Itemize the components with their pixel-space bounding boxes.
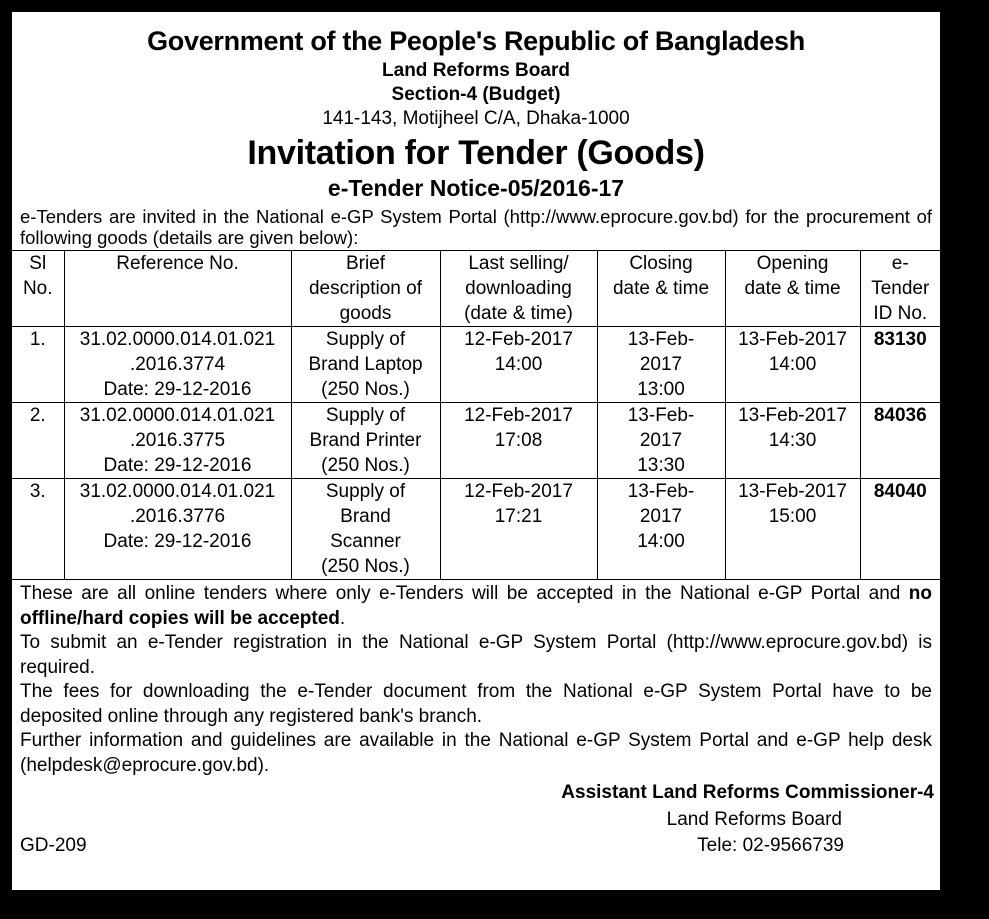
section-heading: Section-4 (Budget) (391, 84, 561, 105)
cell-line: 14:00 (768, 354, 817, 375)
note-online-end: . (339, 607, 346, 629)
cell-line: 13-Feb- (627, 329, 695, 350)
row-sl: 2. (12, 403, 64, 479)
cell-line: No. (22, 278, 53, 299)
cell-line: 13:00 (637, 379, 685, 400)
cell-line: 13:30 (637, 455, 685, 476)
cell-line: e- (891, 253, 909, 274)
cell-line: Date: 29-12-2016 (103, 531, 252, 552)
row-description (291, 327, 440, 403)
cell-line: ID No. (873, 303, 928, 324)
note-fees: The fees for downloading the e-Tender document from the National e-GP System Portal have to be deposited online through any registered bank's branch. (20, 681, 932, 727)
cell-line: 12-Feb-2017 (464, 329, 573, 350)
row-description (291, 479, 440, 580)
row-closing (597, 403, 725, 479)
cell-line: 2017 (639, 506, 683, 527)
signatory-title: Assistant Land Reforms Commissioner-4 (561, 782, 934, 803)
cell-line: Date: 29-12-2016 (103, 455, 252, 476)
signatory-board: Land Reforms Board (666, 809, 842, 830)
cell-line: Reference No. (116, 253, 239, 274)
header-sl (12, 251, 64, 327)
cell-line: 12-Feb-2017 (464, 405, 573, 426)
intro-text: e-Tenders are invited in the National e-GP System Portal (http://www.eprocure.gov.bd) for the procurement of following goods (details are given below): (20, 206, 932, 248)
cell-line: 2017 (639, 354, 683, 375)
cell-line: Supply of (325, 405, 406, 426)
tender-notice (10, 10, 942, 892)
table-row (12, 327, 940, 403)
table-row (12, 403, 940, 479)
row-description (291, 403, 440, 479)
cell-line: Brand Laptop (308, 354, 423, 375)
cell-line: .2016.3774 (129, 354, 226, 375)
cell-line: downloading (465, 278, 572, 299)
cell-line: 31.02.0000.014.01.021 (79, 481, 276, 502)
note-online-text: These are all online tenders where only e-Tenders will be accepted in the National e-GP Portal and (20, 583, 909, 604)
government-heading: Government of the People's Republic of Bangladesh (147, 26, 805, 56)
cell-line: (250 Nos.) (321, 379, 410, 400)
note-no-offline: no offline/hard copies will be accepted (20, 583, 932, 629)
notes-section (12, 580, 940, 778)
header-tender-id (860, 251, 940, 327)
row-sl: 1. (12, 327, 64, 403)
note-registration: To submit an e-Tender registration in the National e-GP System Portal (http://www.eprocure.gov.bd) is required. (20, 632, 932, 678)
header-last-selling (440, 251, 597, 327)
table-header-row (12, 251, 940, 327)
cell-line: 14:00 (637, 531, 685, 552)
row-opening (725, 403, 860, 479)
header-reference (64, 251, 291, 327)
cell-line: 13-Feb- (627, 481, 695, 502)
note-helpdesk: Further information and guidelines are available in the National e-GP System Portal and e-GP help desk (helpdesk@eprocure.gov.bd). (20, 730, 932, 776)
cell-line: 2017 (639, 430, 683, 451)
row-closing (597, 479, 725, 580)
row-reference (64, 403, 291, 479)
cell-line: Sl (29, 253, 47, 274)
tender-table (12, 250, 940, 580)
cell-line: Supply of (325, 481, 406, 502)
row-reference (64, 327, 291, 403)
board-heading: Land Reforms Board (382, 60, 570, 81)
row-tender-id: 83130 (860, 327, 940, 403)
row-tender-id: 84036 (860, 403, 940, 479)
cell-line: (date & time) (464, 303, 573, 324)
cell-line: 15:00 (768, 506, 817, 527)
cell-line: Scanner (330, 531, 401, 552)
cell-line: 13-Feb-2017 (738, 481, 847, 502)
row-closing (597, 327, 725, 403)
cell-line: 13-Feb-2017 (738, 405, 847, 426)
cell-line: date & time (612, 278, 710, 299)
cell-line: 13-Feb-2017 (738, 329, 847, 350)
row-sl: 3. (12, 479, 64, 580)
cell-line: Brand (340, 506, 391, 527)
note-online-only (20, 582, 932, 631)
row-opening (725, 479, 860, 580)
row-last-selling (440, 403, 597, 479)
cell-line: (250 Nos.) (321, 455, 410, 476)
notice-number: e-Tender Notice-05/2016-17 (327, 175, 625, 201)
cell-line: 14:30 (768, 430, 817, 451)
cell-line: Last selling/ (468, 253, 569, 274)
row-opening (725, 327, 860, 403)
header-description (291, 251, 440, 327)
cell-line: Supply of (325, 329, 406, 350)
signatory-telephone: Tele: 02-9566739 (697, 835, 844, 856)
cell-line: 31.02.0000.014.01.021 (79, 329, 276, 350)
table-row (12, 479, 940, 580)
cell-line: Opening (756, 253, 829, 274)
cell-line: 14:00 (494, 354, 543, 375)
footer (12, 778, 940, 868)
gd-code: GD-209 (20, 835, 87, 856)
cell-line: Brand Printer (309, 430, 422, 451)
cell-line: Brief (345, 253, 386, 274)
cell-line: date & time (744, 278, 841, 299)
row-tender-id: 84040 (860, 479, 940, 580)
page-title: Invitation for Tender (Goods) (247, 134, 705, 172)
header-closing (597, 251, 725, 327)
cell-line: Closing (629, 253, 693, 274)
cell-line: Date: 29-12-2016 (103, 379, 252, 400)
cell-line: Tender (871, 278, 930, 299)
cell-line: 31.02.0000.014.01.021 (79, 405, 276, 426)
row-last-selling (440, 479, 597, 580)
cell-line: description of (308, 278, 422, 299)
cell-line: (250 Nos.) (321, 556, 410, 577)
header-opening (725, 251, 860, 327)
row-reference (64, 479, 291, 580)
row-last-selling (440, 327, 597, 403)
cell-line: 13-Feb- (627, 405, 695, 426)
cell-line: 17:08 (494, 430, 543, 451)
page-shadow (946, 0, 989, 919)
cell-line: .2016.3776 (129, 506, 226, 527)
cell-line: .2016.3775 (129, 430, 226, 451)
cell-line: 17:21 (494, 506, 543, 527)
address: 141-143, Motijheel C/A, Dhaka-1000 (322, 108, 630, 129)
cell-line: 12-Feb-2017 (464, 481, 573, 502)
cell-line: goods (339, 303, 392, 324)
